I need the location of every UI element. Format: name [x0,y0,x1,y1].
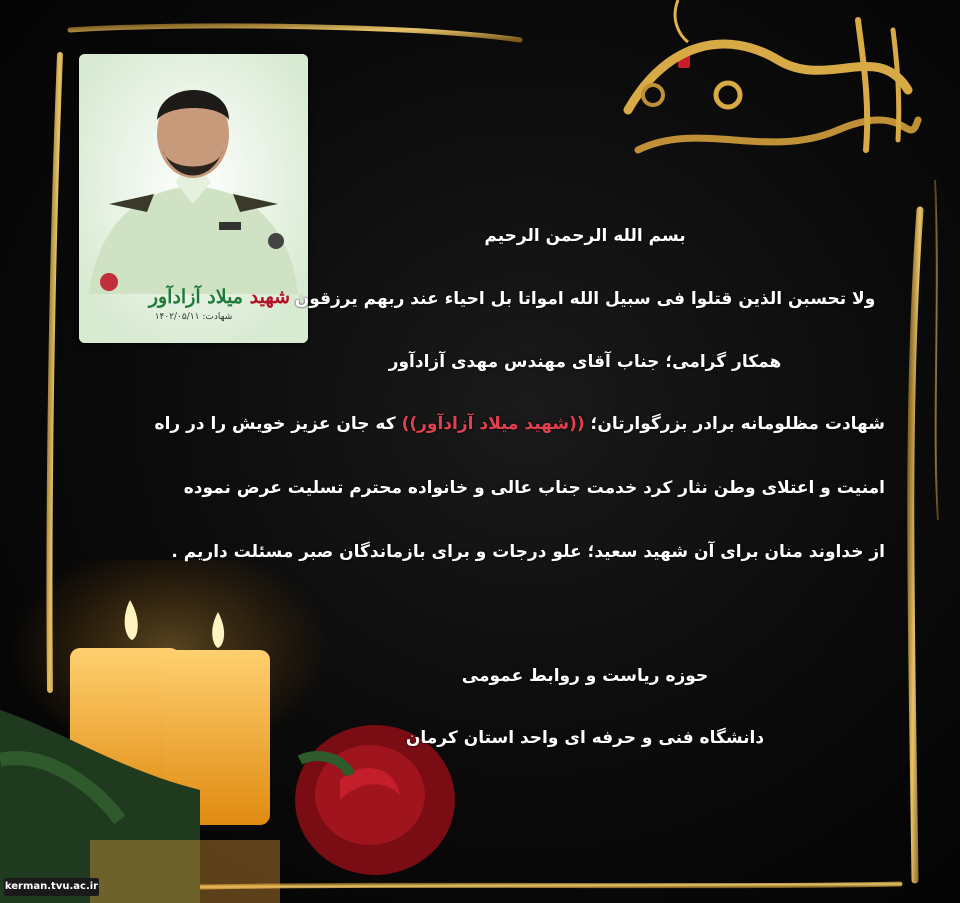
calligraphy-art [608,0,928,175]
message-line-1-end: که جان عزیز خویش را در راه [154,414,396,434]
website-watermark: kerman.tvu.ac.ir [4,878,99,896]
message-line-1-start: شهادت مظلومانه برادر بزرگوارتان؛ [590,414,885,434]
message-line-1 [154,414,885,434]
quran-verse: ولا تحسبن الذین قتلوا فی سبیل الله امواتا بل احیاء عند ربهم یرزقون [294,289,876,309]
martyr-photo-card [79,54,308,343]
signature-university: دانشگاه فنی و حرفه ای واحد استان کرمان [405,728,765,748]
martyrdom-date: شهادت: ۱۴۰۲/۰۵/۱۱ [154,312,233,322]
message-line-2: امنیت و اعتلای وطن نثار کرد خدمت جناب عالی و خانواده محترم تسلیت عرض نموده [183,478,885,498]
martyr-name: میلاد آزادآور [148,286,243,308]
signature-office: حوزه ریاست و روابط عمومی [461,666,709,686]
martyr-title: شهید [249,286,290,308]
addressee-line: همکار گرامی؛ جناب آقای مهندس مهدی آزادآور [388,352,782,372]
bismillah: بسم الله الرحمن الرحیم [484,226,686,246]
message-line-3: از خداوند منان برای آن شهید سعید؛ علو درجات و برای بازماندگان صبر مسئلت داریم . [171,542,885,562]
martyr-name-highlight: ((شهید میلاد آزادآور)) [401,414,585,434]
martyr-name-caption [91,282,290,312]
